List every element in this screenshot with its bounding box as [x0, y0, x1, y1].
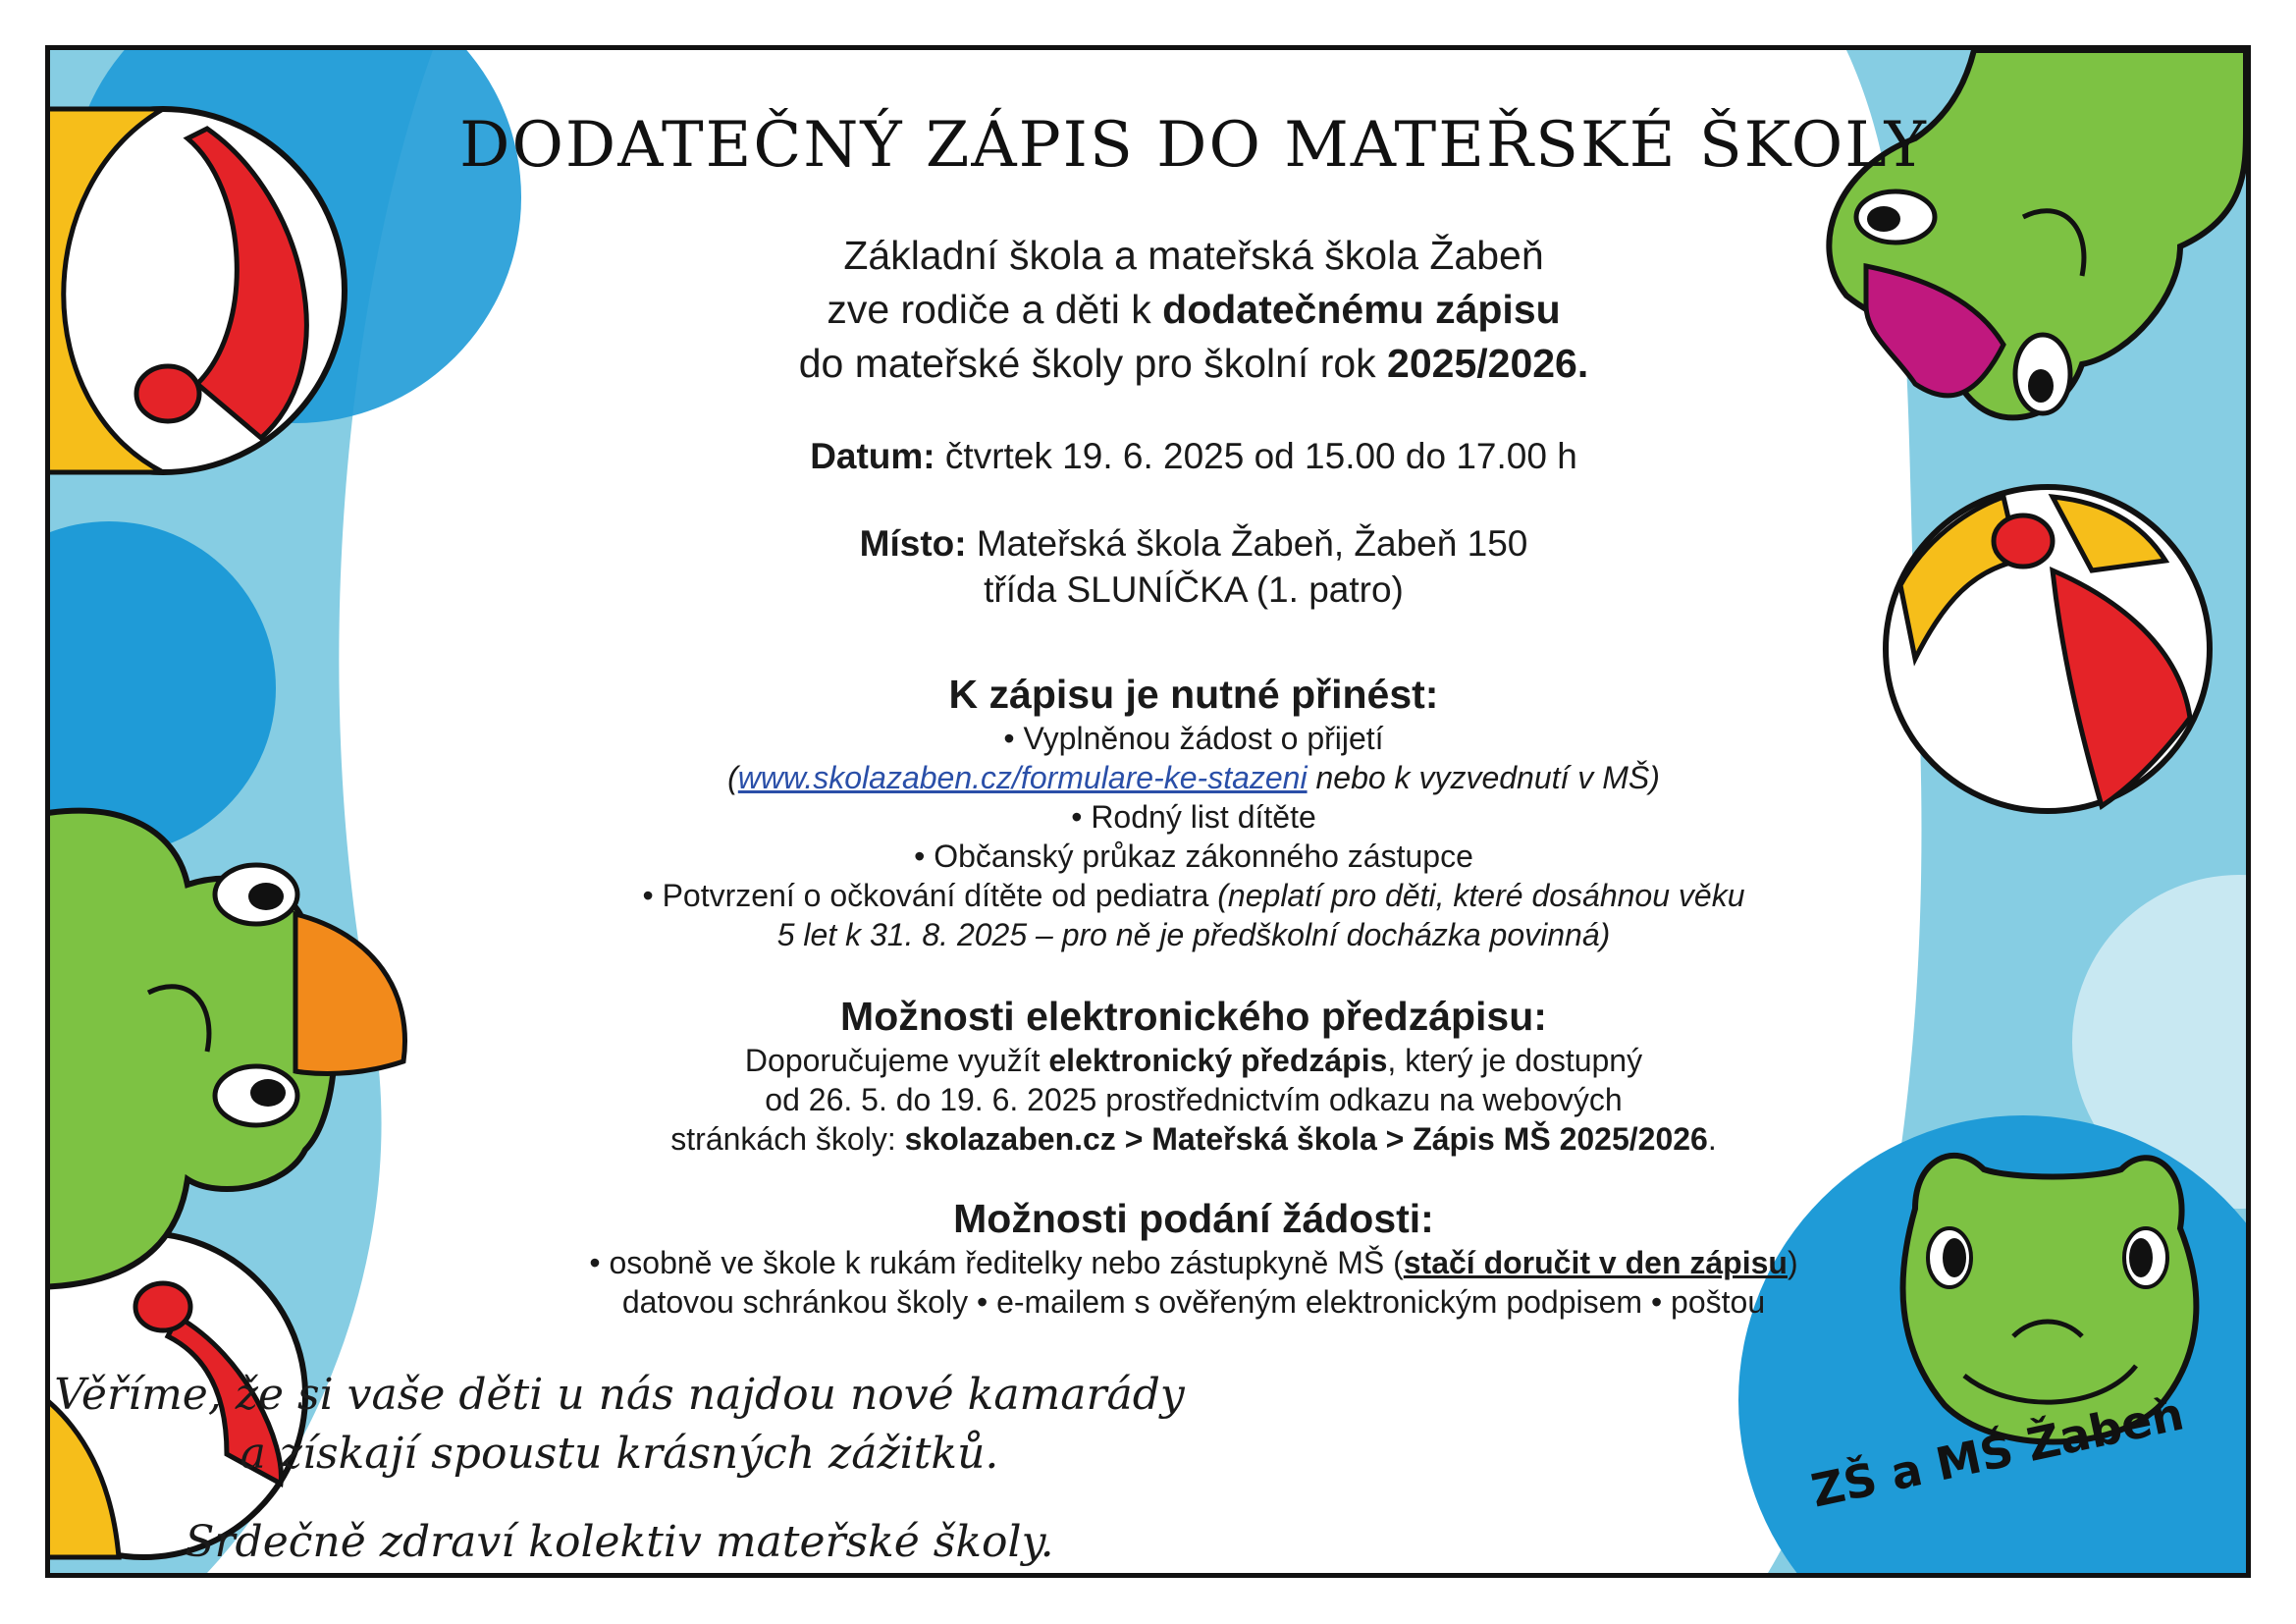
closing-line-2: a získají spoustu krásných zážitků.	[240, 1429, 999, 1479]
requirement-item-application: • Vyplněnou žádost o přijetí	[1003, 721, 1384, 756]
requirement-item-application-note	[384, 758, 2003, 797]
intro-line-invite	[384, 283, 2003, 337]
place-line-2: třída SLUNÍČKA (1. patro)	[984, 569, 1404, 610]
prereg-line-2: od 26. 5. do 19. 6. 2025 prostřednictvím odkazu na webových	[765, 1082, 1623, 1117]
prereg-period: .	[1707, 1121, 1717, 1157]
closing-message	[50, 1366, 1189, 1484]
closing-line-1: Věříme, že si vaše děti u nás najdou nové kamarády	[54, 1370, 1185, 1420]
place-info	[384, 520, 2003, 613]
invitation-content	[384, 109, 2003, 1377]
school-logo-text: ZŠ a MŠ Žabeň	[1806, 1386, 2189, 1518]
place-value: Mateřská škola Žabeň, Žabeň 150	[966, 523, 1528, 564]
forms-download-link[interactable]: www.skolazaben.cz/formulare-ke-stazeni	[737, 760, 1308, 795]
submission-heading: Možnosti podání žádosti:	[953, 1196, 1434, 1241]
note-open-paren: (	[727, 760, 738, 795]
submission-text	[384, 1243, 2003, 1322]
preregistration-heading: Možnosti elektronického předzápisu:	[840, 994, 1547, 1039]
submission-text-1: • osobně ve škole k rukám ředitelky nebo zástupkyně MŠ (	[589, 1245, 1404, 1280]
note-rest: nebo k vyzvednutí v MŠ)	[1307, 760, 1660, 795]
intro-invite-text: zve rodiče a děti k	[827, 287, 1163, 332]
prereg-text-3: stránkách školy:	[670, 1121, 905, 1157]
vaccination-note: (neplatí pro děti, které dosáhnou věku	[1208, 878, 1745, 913]
date-value: čtvrtek 19. 6. 2025 od 15.00 do 17.00 h	[934, 436, 1577, 476]
date-info	[384, 432, 2003, 481]
poster-frame	[45, 45, 2251, 1578]
requirements-list	[384, 719, 2003, 954]
submission-line-1	[384, 1243, 2003, 1282]
prereg-line-1	[384, 1041, 2003, 1080]
place-label: Místo:	[859, 523, 967, 564]
intro-paragraph	[384, 229, 2003, 391]
intro-line-school: Základní škola a mateřská škola Žabeň	[843, 233, 1544, 278]
prereg-bold: elektronický předzápis	[1048, 1043, 1388, 1078]
intro-year-text: do mateřské školy pro školní rok	[798, 341, 1388, 386]
submission-line-2: datovou schránkou školy • e-mailem s ověřeným elektronickým podpisem • poštou	[621, 1284, 1766, 1320]
submission-underlined: stačí doručit v den zápisu	[1403, 1245, 1788, 1280]
page-title: DODATEČNÝ ZÁPIS DO MATEŘSKÉ ŠKOLY	[459, 109, 1928, 182]
requirements-heading: K zápisu je nutné přinést:	[948, 672, 1439, 717]
closing-signature: Srdečně zdraví kolektiv mateřské školy.	[185, 1517, 1054, 1567]
submission-close-paren: )	[1787, 1245, 1798, 1280]
prereg-text-2: , který je dostupný	[1387, 1043, 1643, 1078]
prereg-text-1: Doporučujeme využít	[744, 1043, 1049, 1078]
prereg-line-3	[384, 1119, 2003, 1159]
requirement-item-birth-certificate: • Rodný list dítěte	[1071, 799, 1316, 835]
requirement-item-id-card: • Občanský průkaz zákonného zástupce	[914, 839, 1473, 874]
intro-line-year	[384, 337, 2003, 391]
requirement-item-vaccination-note-2: 5 let k 31. 8. 2025 – pro ně je předškolní docházka povinná)	[776, 917, 1611, 952]
vaccination-text: • Potvrzení o očkování dítěte od pediatra	[642, 878, 1209, 913]
prereg-path: skolazaben.cz > Mateřská škola > Zápis MŠ 2025/2026	[904, 1121, 1708, 1157]
date-label: Datum:	[810, 436, 935, 476]
preregistration-text	[384, 1041, 2003, 1159]
intro-invite-bold: dodatečnému zápisu	[1162, 287, 1561, 332]
place-line-1	[384, 520, 2003, 567]
requirement-item-vaccination	[384, 876, 2003, 915]
intro-year-bold: 2025/2026.	[1387, 341, 1589, 386]
